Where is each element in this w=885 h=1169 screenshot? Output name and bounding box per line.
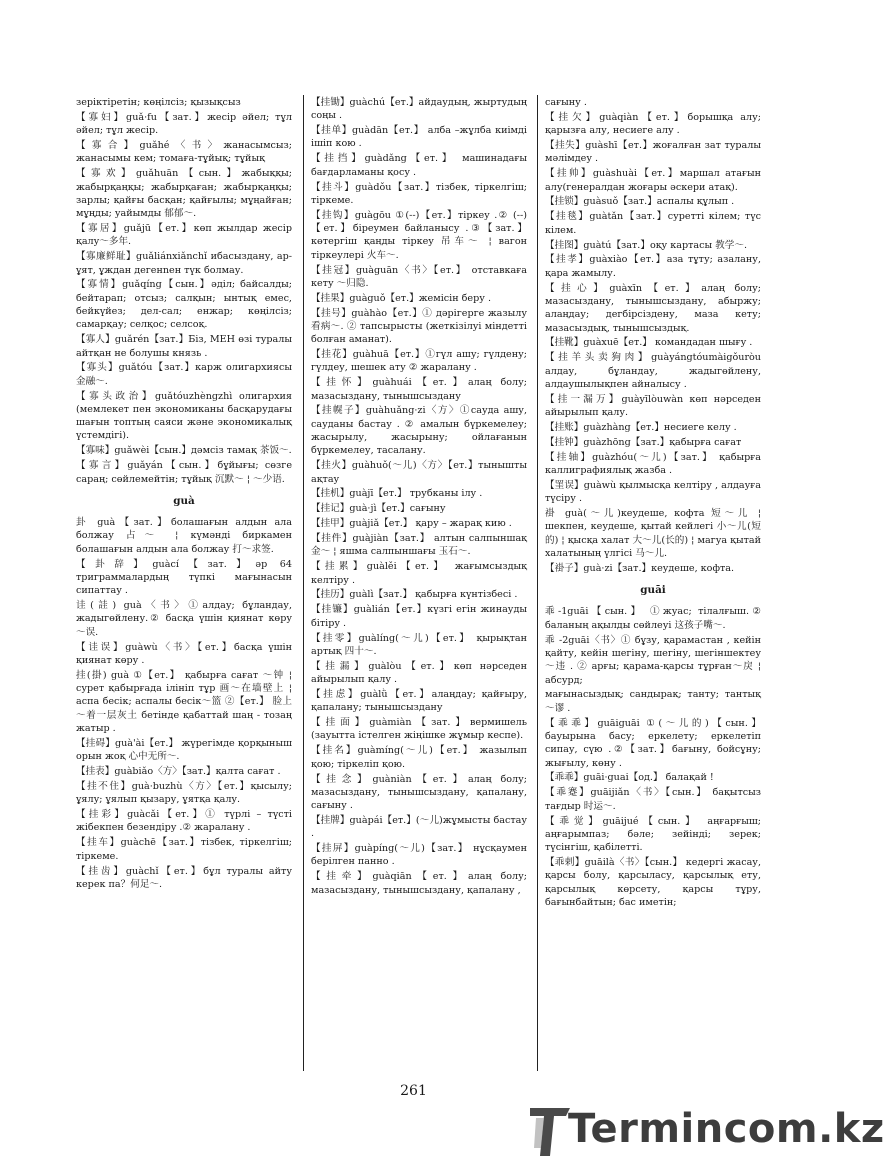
dictionary-entry: 【乖觉】guāijué【сын.】 аңғарғыш; аңғарымпаз; бәле; зейінді; зерек; түсінгіш, қабілетті. bbox=[545, 815, 761, 854]
dictionary-entry: 【挂牵】guàqiān【ет.】алаң болу; мазасыздану, тынышсыздану, қапалану , bbox=[311, 871, 527, 896]
dictionary-entry: 挂(掛) guà ①【ет.】 қабырға сағат ～钟 ¦ сурет қабырғада ілініп тұр 画～在墙壁上 ¦ аспа бесік; аспалы бесік～篮 ②【ет.】 脸上～着一层灰土 бетінде қабаттай шаң - тозаң жатыр . bbox=[76, 669, 292, 734]
dictionary-entry: 【挂甲】guàjiǎ【ет.】 қару – жарақ кию . bbox=[311, 518, 512, 530]
dictionary-entry: 【寡人】guǎrén【зат.】Біз, МЕН өзі туралы айтқан не болушы князь . bbox=[76, 334, 292, 359]
dictionary-entry: 【寡情】guǎqíng【сын.】әділ; байсалды; бейтарап; отсыз; салқын; ынтық емес, бейкүйез; дел-сал; енжар; көңілсіз; самарқау; селқос; селсоқ. bbox=[76, 279, 292, 331]
dictionary-entry: 【挂号】guàhào【ет.】① дәрігерге жазылу 看病～. ② тапсырысты (жеткізілуі міндетті болған аманат). bbox=[311, 307, 527, 346]
dictionary-entry: 【挂名】guàmíng(～儿)【ет.】 жазылып қою; тіркеліп қою. bbox=[311, 745, 527, 770]
dictionary-entry: 【挂钩】guàgōu ①(--)【ет.】тіркеу .② (--)【ет.】біреумен байланысу .③【зат.】 көтергіш қаңды тіркеу 吊车～ ¦ вагон тіркеулері 火车～. bbox=[311, 209, 527, 261]
dictionary-entry: 【挂靴】guàxuē【ет.】 командадан шығу . bbox=[545, 337, 753, 349]
dictionary-entry: 【挂失】guàshī【ет.】жоғалған зат туралы мәлімдеу . bbox=[545, 140, 761, 165]
dictionary-entry: 【寡头】guǎtóu【зат.】карж олигархиясы 金融～. bbox=[76, 362, 292, 387]
dictionary-entry: 【挂零】guàlíng(～儿)【ет.】 қырықтан артық 四十～. bbox=[311, 632, 527, 657]
dictionary-entry: 【寡居】guǎjū【ет.】көп жылдар жесір қалу～多年. bbox=[76, 223, 292, 248]
logo-text: Termincom.kz bbox=[568, 1106, 885, 1152]
dictionary-entry: зеріктіретін; көңілсіз; қызықсыз bbox=[76, 97, 241, 108]
dictionary-entry: 【挂冠】guàguān〈书〉【ет.】 отставкаға кету ～归隐. bbox=[311, 264, 527, 289]
logo-t-icon bbox=[528, 1104, 572, 1158]
dictionary-entry: 【挂挡】guàdǎng【ет.】 машинадағы бағдарламаны қосу . bbox=[311, 153, 527, 178]
dictionary-entry: 【挂斗】guàdǒu【зат.】тізбек, тіркелгіш; тіркеме. bbox=[311, 181, 527, 206]
dictionary-entry: 【挂念】guàniàn【ет.】алаң болу; мазасыздану, тынышсыздану, қапалану, сағыну . bbox=[311, 773, 527, 812]
dictionary-entry: 【挂钟】guàzhōng【зат.】қабырға сағат bbox=[545, 436, 742, 448]
dictionary-entry: 【挂毯】guàtǎn【зат.】суретті кілем; түс кілем. bbox=[545, 211, 761, 236]
site-logo[interactable] bbox=[528, 1100, 885, 1160]
dictionary-entry: 【寡廉鲜耻】guǎliánxiǎnchǐ ибасыздану, ар-ұят, ұждан дегенnен түк болмау. bbox=[76, 251, 292, 276]
column-divider bbox=[303, 95, 304, 1071]
dictionary-entry: 【挂图】guàtú【зат.】оқу картасы 教学～. bbox=[545, 239, 748, 251]
column-divider bbox=[537, 95, 538, 1071]
dictionary-entry: 【挂花】guàhuā【ет.】①гүл ашу; гүлдену; гүлдеу, шешек ату ② жаралану . bbox=[311, 349, 527, 374]
dictionary-entry: 【乖蹇】guāijiǎn〈书〉【сын.】 бақытсыз тағдыр 时运～. bbox=[545, 787, 761, 812]
dictionary-entry: 【挂面】guàmiàn【зат.】вермишель (зауытта істелген жіңішке жұмыр кеспе). bbox=[311, 717, 527, 742]
dictionary-entry: 【乖乖】guāiguāi ①(～儿的)【сын.】 бауырына басу; еркелету; еркелетіп сипау, сүю .②【зат.】бағыну, бойсұну; жығылу, көну . bbox=[545, 717, 761, 769]
dictionary-entry: 【挂件】guàjiàn【зат.】 алтын салпыншақ 金～ ¦ яшма салпыншағы 玉石～. bbox=[311, 533, 527, 558]
dictionary-entry: 【寡欢】guǎhuān【сын.】жабыққы; жабырқаңқы; жабырқаған; жабырқаңқы; зарлы; қайғы басқан; қайғылы; мұңайған; мұңды; уайымды 郁郁～. bbox=[76, 168, 292, 220]
dictionary-entry: 乖 -2guāi〈书〉① бұзу, қарамастан , кейін қайту, кейін шегіну, шегіну, шегіншектеу ～违 . ② арғы; қарама-қарсы тұрған～戾 ¦ абсурд; bbox=[545, 634, 761, 686]
dictionary-entry: 【挂帅】guàshuài【ет.】маршал атағын алу(генералдан жоғары әскери атақ). bbox=[545, 168, 761, 193]
dictionary-entry: 【挂碍】guà'ài【ет.】 жүрегімде қорқыныш орын жоқ 心中无所～. bbox=[76, 737, 292, 763]
dictionary-entry: 【挂表】guàbiǎo〈方〉【зат.】қалта сағат . bbox=[76, 766, 281, 778]
dictionary-entry: 【挂锄】guàchú【ет.】айдаудың, жыртудың соңы . bbox=[311, 97, 527, 122]
dictionary-entry: 【罣误】guàwù қылмысқа келтіру , алдауға түсіру . bbox=[545, 479, 761, 505]
dictionary-entry: 【寡合】guǎhé〈书〉жанасымсыз; жанасымы кем; томаға-тұйық; тұйық bbox=[76, 140, 292, 165]
section-heading: guà bbox=[173, 494, 195, 507]
dictionary-entry: 【乖乖】guāi·guai【од.】 балақай ! bbox=[545, 772, 714, 784]
dictionary-entry: 【挂果】guàguǒ【ет.】жемісін беру . bbox=[311, 292, 491, 304]
dictionary-entry: 乖-1guāi【сын.】 ①жуас; тілалғыш.② баланың ақылды сөйлеуі 这孩子嘴～. bbox=[545, 606, 761, 631]
dictionary-entry: 【挂彩】guàcǎi【ет.】① түрлі – түсті жібекпен безендіру .② жаралану . bbox=[76, 809, 292, 834]
dictionary-entry: 【挂牌】guàpái【ет.】(～儿)жұмысты бастау . bbox=[311, 814, 527, 840]
dictionary-entry: 【挂累】guàlěi【ет.】 жағымсыздық келтіру . bbox=[311, 561, 527, 586]
dictionary-entry: 【寡言】guǎyán【сын.】бұйығы; сөзге сараң; сөйлемейтін; тұйық 沉默～ ¦ ～少语. bbox=[76, 460, 292, 485]
dictionary-entry: 【挂单】guàdān【ет.】 алба –жұлба киімді ішіп кою . bbox=[311, 125, 527, 150]
dictionary-entry: 【挂虑】guàlǜ【ет.】алаңдау; қайғыру, қапалану; тынышсыздану bbox=[311, 688, 527, 714]
dictionary-entry: 【挂漏】guàlòu【ет.】көп нәрседен айырылып қалу . bbox=[311, 660, 527, 686]
dictionary-entry: 【挂车】guàchē【зат.】тізбек, тіркелгіш; тіркеме. bbox=[76, 837, 292, 862]
dictionary-entry: 【挂幌子】guàhuǎng·zi〈方〉①сауда ашу, сауданы бастау . ② амалын бүркемелеу; жасырылу, жасырыну; ойлағанын бүркемелеу, тасалану. bbox=[311, 405, 527, 457]
column-1 bbox=[76, 96, 292, 1070]
dictionary-entry: 【挂火】guàhuǒ(～儿)〈方〉【ет.】тынышты ақтау bbox=[311, 460, 527, 485]
dictionary-entry: 卦 guà【зат.】болашағын алдын ала болжау 占～ ¦ күмәнді биркамен болашағын алдын ала болжау 打～求签. bbox=[76, 517, 292, 555]
dictionary-entry: 【乖剌】guāilà〈书〉【сын.】 кедергі жасау, қарсы болу, қарсыласу, қарсылық ету, қарсылық көрсету, қарсы тұру, бағынбайтын; бас иметін; bbox=[545, 856, 761, 908]
dictionary-entry: 【寡味】guǎwèi【сын.】дәмсіз тамақ 茶饭～. bbox=[76, 445, 292, 457]
dictionary-entry: сағыну . bbox=[545, 97, 587, 108]
dictionary-entry: 【挂心】guàxīn【ет.】алаң болу; мазасыздану, тынышсыздану, абыржу; алаңдау; дегбірсіздену, маза кету; мазасыздық, тынышсыздық. bbox=[545, 282, 761, 334]
dictionary-entry: 【寡妇】guǎ·fu【зат.】жесір әйел; тұл әйел; тұл жесір. bbox=[76, 111, 292, 137]
page-number: 261 bbox=[400, 1083, 427, 1099]
dictionary-entry: 【挂孝】guàxiào【ет.】аза тұту; азалану, қара жамылу. bbox=[545, 254, 761, 279]
dictionary-entry: 【挂轴】guàzhóu(～儿)【зат.】 қабырға каллиграфиялық жазба . bbox=[545, 451, 761, 477]
column-3 bbox=[545, 96, 761, 1070]
dictionary-entry: 【挂账】guàzhàng【ет.】несиеге келу . bbox=[545, 421, 737, 433]
dictionary-entry: мағынасыздық; сандырақ; танту; тантық～谬 . bbox=[545, 689, 761, 714]
dictionary-entry: 【挂不住】guà·buzhù〈方〉【ет.】қысылу; ұялу; ұялып қызару, ұятқа қалу. bbox=[76, 780, 292, 806]
dictionary-entry: 【挂齿】guàchǐ【ет.】бұл туралы айту керек па？何足～. bbox=[76, 865, 292, 890]
dictionary-entry: 【挂锁】guàsuǒ【зат.】аспалы құлып . bbox=[545, 196, 735, 208]
dictionary-entry: 【卦辞】guàcí【зат.】әр 64 триграммалардың түпкі мағынасын сипаттау . bbox=[76, 558, 292, 597]
dictionary-entry: 【挂羊头卖狗肉】guàyángtóumàigǒuròu алдау, бұландау, жадыгөйлену, алдаушылықпен айналысу . bbox=[545, 352, 761, 390]
dictionary-entry: 【诖误】guàwù〈书〉【ет.】басқа үшін қиянат көру . bbox=[76, 641, 292, 666]
dictionary-entry: 【挂记】guà·jì【ет.】сағыну bbox=[311, 503, 446, 515]
dictionary-entry: 褂 guà(～儿)кеудеше, кофта 短～儿 ¦ шекпен, кеудеше, қытай кейлегі 小～儿(短的) ¦ қысқа халат 大～儿(长的) ¦ магуа қытай халатының үлгісі 马～儿. bbox=[545, 508, 761, 559]
dictionary-entry: 【挂一漏万】guàyīlòuwàn көп нәрседен айырылып қалу. bbox=[545, 393, 761, 419]
dictionary-entry: 【挂镰】guàlián【ет.】күзгі егін жинауды бітіру . bbox=[311, 604, 527, 629]
dictionary-entry: 【挂机】guàjī【ет.】 трубканы ілу . bbox=[311, 488, 483, 500]
column-2 bbox=[311, 96, 527, 1070]
dictionary-entry: 诖(詿) guà〈书〉①алдау; бұландау, жадыгөйлену.② басқа үшін қиянат көру ～误. bbox=[76, 600, 292, 638]
dictionary-entry: 【挂历】guàlì【зат.】 қабырға күнтізбесі . bbox=[311, 589, 518, 601]
dictionary-entry: 【寡头政治】guǎtóuzhèngzhì олигархия (мемлекет пен экономиканы басқарудағы шағын топтың саяси және экономикалық үстемдігі). bbox=[76, 390, 292, 442]
dictionary-entry: 【挂欠】guàqiàn【ет.】борышқа алу; қарызға алу, несиеге алу . bbox=[545, 111, 761, 137]
section-heading: guāi bbox=[640, 584, 666, 597]
dictionary-entry: 【挂怀】guàhuái【ет.】алаң болу; мазасыздану, тынышсыздану bbox=[311, 377, 527, 402]
dictionary-entry: 【褂子】guà·zi【зат.】кеудеше, кофта. bbox=[545, 562, 735, 574]
dictionary-entry: 【挂屏】guàpíng(～儿)【зат.】 нұсқаумен берілген панно . bbox=[311, 843, 527, 868]
